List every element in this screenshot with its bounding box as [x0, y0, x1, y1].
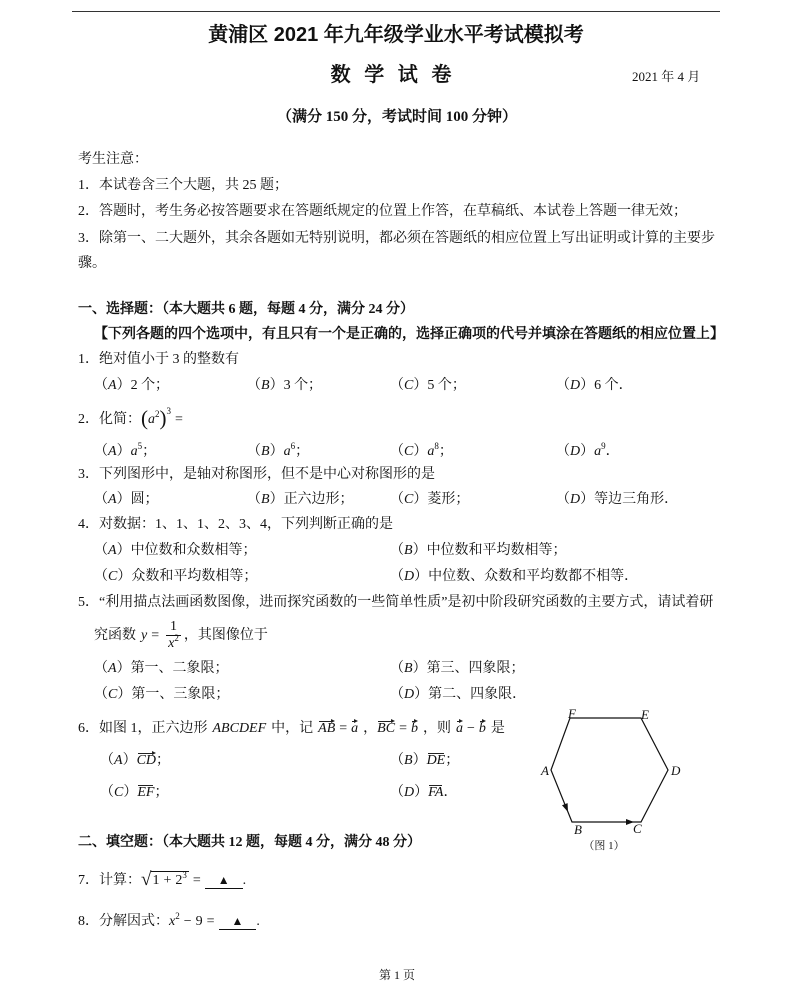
polygon-name: ABCDEF — [212, 721, 267, 736]
math-variable: a — [594, 444, 602, 459]
vector-ab: AB — [318, 721, 336, 736]
vertex-label-c: C — [633, 821, 642, 836]
q6-option-c — [100, 783, 168, 803]
option-label: （B） — [247, 444, 284, 459]
option-label: （C） — [94, 569, 132, 584]
option-text: 圆； — [130, 492, 159, 507]
option-tail: ． — [605, 444, 620, 459]
q4-option-b — [390, 541, 567, 561]
option-text: 5 个； — [427, 378, 466, 393]
math-variable: x — [169, 914, 176, 929]
exponent: 3 — [182, 870, 187, 880]
radicand — [151, 871, 188, 889]
q4-option-a — [94, 541, 257, 561]
vector-a: a — [351, 721, 359, 736]
option-text: 2 个； — [130, 378, 170, 393]
radical-sign: √ — [141, 869, 152, 890]
vertex-label-d: D — [671, 763, 681, 778]
q3-option-a — [94, 490, 159, 510]
q1-stem: 1．绝对值小于 3 的整数有 — [78, 352, 239, 367]
option-label: （D） — [556, 492, 595, 507]
option-label: （A） — [94, 378, 131, 393]
q5-stem-line1: 5．“利用描点法画函数图像，进而探究函数的一些简单性质”是初中阶段研究函数的主要方式，请试着研 — [78, 595, 714, 610]
q8-tail: . — [256, 914, 260, 929]
option-text: 3 个； — [283, 378, 323, 393]
plus-sign: + — [163, 873, 172, 888]
q1-option-c — [390, 376, 466, 396]
option-tail: ； — [154, 785, 169, 800]
q3-stem: 3．下列图形中，是轴对称图形，但不是中心对称图形的是 — [78, 467, 435, 482]
q6-stem-then: ，则 — [422, 721, 451, 736]
section1-heading: 一、选择题：（本大题共 6 题，每题 4 分，满分 24 分） — [78, 302, 414, 317]
exponent: 8 — [434, 441, 439, 451]
q2-stem-text: 2．化简： — [78, 412, 141, 427]
q7-tail: . — [242, 873, 247, 888]
option-label: （A） — [94, 661, 131, 676]
notice-line: 骤。 — [78, 256, 106, 271]
triangle-marker: ▲ — [231, 914, 244, 928]
q3-option-c — [390, 490, 469, 510]
option-text: 等边三角形． — [594, 492, 679, 507]
equals-sign: = — [339, 721, 348, 736]
radicand-term: 1 — [152, 873, 160, 888]
q5-line2-prefix: 究函数 — [94, 628, 136, 643]
exponent: 9 — [601, 441, 606, 451]
constant: 9 — [195, 914, 203, 929]
q3-option-d — [556, 490, 678, 510]
option-label: （B） — [390, 661, 427, 676]
q6-option-b — [390, 751, 459, 771]
q6-stem-suffix: 是 — [490, 721, 505, 736]
vector-de: DE — [426, 753, 446, 768]
equals-sign: = — [192, 873, 201, 888]
option-label: （C） — [100, 785, 138, 800]
option-tail: ； — [295, 444, 310, 459]
option-text: 第二、四象限． — [428, 687, 527, 702]
option-text: 众数和平均数相等； — [131, 569, 258, 584]
subject-title: 数 学 试 卷 — [330, 64, 452, 86]
option-text: 第一、三象限； — [131, 687, 230, 702]
option-tail: ； — [156, 753, 171, 768]
option-tail: ； — [142, 444, 157, 459]
fraction-denominator — [166, 633, 181, 652]
option-label: （B） — [390, 543, 427, 558]
option-text: 菱形； — [427, 492, 470, 507]
option-label: （A） — [94, 444, 131, 459]
exponent: 2 — [174, 633, 179, 644]
exam-title: 黄浦区 2021 年九年级学业水平考试模拟考 — [208, 24, 584, 46]
option-text: 中位数和众数相等； — [130, 543, 257, 558]
exponent: 5 — [137, 441, 143, 451]
vertex-label-f: F — [568, 706, 576, 721]
vertex-label-e: E — [641, 707, 649, 722]
q7 — [78, 868, 246, 892]
exponent: 2 — [175, 911, 180, 921]
exam-date: 2021 年 4 月 — [632, 69, 701, 84]
fraction — [166, 619, 181, 652]
vertex-label-a: A — [541, 763, 549, 778]
equals-sign: = — [399, 721, 407, 736]
score-and-time: （满分 150 分，考试时间 100 分钟） — [276, 109, 517, 125]
option-label: （B） — [390, 753, 427, 768]
option-label: （D） — [390, 687, 429, 702]
left-paren: ( — [141, 406, 148, 430]
vector-bc: BC — [377, 721, 396, 736]
function-variable: y — [141, 628, 148, 643]
option-label: （C） — [390, 444, 428, 459]
q4-option-d — [390, 567, 638, 587]
q1-option-b — [247, 376, 322, 396]
triangle-marker: ▲ — [217, 873, 230, 887]
vector-b: b — [410, 721, 418, 736]
equals-sign: = — [151, 628, 160, 643]
answer-blank — [205, 873, 243, 889]
radicand-term: 2 — [175, 873, 183, 888]
option-tail: ； — [445, 753, 460, 768]
option-text: 第一、二象限； — [130, 661, 229, 676]
equals-sign: = — [206, 914, 215, 929]
section2-heading: 二、填空题：（本大题共 12 题，每题 4 分，满分 48 分） — [78, 835, 421, 850]
notice-line: 2．答题时，考生务必按答题要求在答题纸规定的位置上作答，在草稿纸、本试卷上答题一律无效； — [78, 204, 687, 219]
q8-stem: 8．分解因式： — [78, 914, 169, 929]
option-text: 6 个． — [594, 378, 633, 393]
math-variable: a — [283, 444, 291, 459]
q2-option-d — [556, 442, 620, 462]
q6-stem — [78, 719, 505, 739]
q4-option-c — [94, 567, 257, 587]
option-label: （A） — [94, 543, 131, 558]
vector-arrow-ab — [562, 803, 568, 812]
q2-stem — [78, 406, 187, 430]
minus-sign: − — [466, 721, 475, 736]
equals-sign: = — [175, 412, 183, 427]
figure-caption: （图 1） — [583, 840, 625, 852]
option-label: （A） — [100, 753, 137, 768]
top-rule — [72, 11, 720, 12]
answer-blank — [219, 914, 257, 930]
q2-option-c — [390, 442, 453, 462]
vector-b: b — [478, 721, 486, 736]
notice-heading: 考生注意： — [78, 152, 148, 167]
q5-option-b — [390, 659, 525, 679]
notice-line: 1．本试卷含三个大题，共 25 题； — [78, 178, 288, 193]
q6-stem-mid: 中，记 — [271, 721, 314, 736]
math-variable: x — [168, 636, 175, 652]
option-text: 中位数和平均数相等； — [426, 543, 567, 558]
math-variable: a — [130, 444, 138, 459]
q6-stem-prefix: 6．如图 1，正六边形 — [78, 721, 208, 736]
q2-option-a — [94, 442, 156, 462]
option-label: （B） — [247, 492, 284, 507]
notice-line: 3．除第一、二大题外，其余各题如无特别说明，都必须在答题纸的相应位置上写出证明或计算的主要步 — [78, 231, 715, 246]
q5-option-d — [390, 685, 526, 705]
q2-option-b — [247, 442, 309, 462]
exponent: 6 — [290, 441, 296, 451]
q4-stem: 4．对数据：1、1、1、2、3、4，下列判断正确的是 — [78, 517, 393, 532]
option-label: （D） — [556, 378, 595, 393]
option-label: （D） — [556, 444, 595, 459]
option-text: 正六边形； — [283, 492, 354, 507]
hexagon-shape — [551, 718, 668, 822]
option-text: 第三、四象限； — [426, 661, 525, 676]
separator-comma: ， — [363, 721, 378, 736]
math-variable: a — [427, 444, 435, 459]
option-label: （D） — [390, 569, 429, 584]
q5-option-a — [94, 659, 229, 679]
vector-ef: EF — [137, 785, 155, 800]
outer-exponent: 3 — [166, 406, 171, 416]
q7-stem: 7．计算： — [78, 873, 141, 888]
q6-option-d — [390, 783, 457, 803]
vector-a: a — [455, 721, 463, 736]
minus-sign: − — [183, 914, 192, 929]
math-variable: a — [148, 412, 155, 427]
q5-stem-line2 — [94, 616, 268, 656]
option-label: （A） — [94, 492, 131, 507]
q8 — [78, 912, 260, 932]
q3-option-b — [247, 490, 354, 510]
option-label: （C） — [390, 492, 428, 507]
option-label: （C） — [390, 378, 428, 393]
fraction-numerator: 1 — [166, 619, 181, 636]
q1-option-d — [556, 376, 633, 396]
figure-1-hexagon — [530, 700, 690, 860]
inner-exponent: 2 — [155, 409, 160, 419]
q5-option-c — [94, 685, 229, 705]
right-paren: ) — [159, 406, 167, 430]
option-label: （C） — [94, 687, 132, 702]
option-label: （B） — [247, 378, 284, 393]
option-tail: ． — [443, 785, 458, 800]
option-tail: ； — [438, 444, 453, 459]
q5-line2-suffix: ，其图像位于 — [183, 628, 268, 643]
q1-option-a — [94, 376, 169, 396]
vector-fa: FA — [428, 785, 444, 800]
vector-cd: CD — [136, 753, 157, 768]
option-label: （D） — [390, 785, 429, 800]
vertex-label-b: B — [574, 822, 582, 837]
page-number: 第 1 页 — [378, 968, 415, 982]
q6-option-a — [100, 751, 170, 771]
option-text: 中位数、众数和平均数都不相等． — [428, 569, 639, 584]
section1-instruction: 【下列各题的四个选项中，有且只有一个是正确的，选择正确项的代号并填涂在答题纸的相应位置上】 — [94, 327, 724, 342]
